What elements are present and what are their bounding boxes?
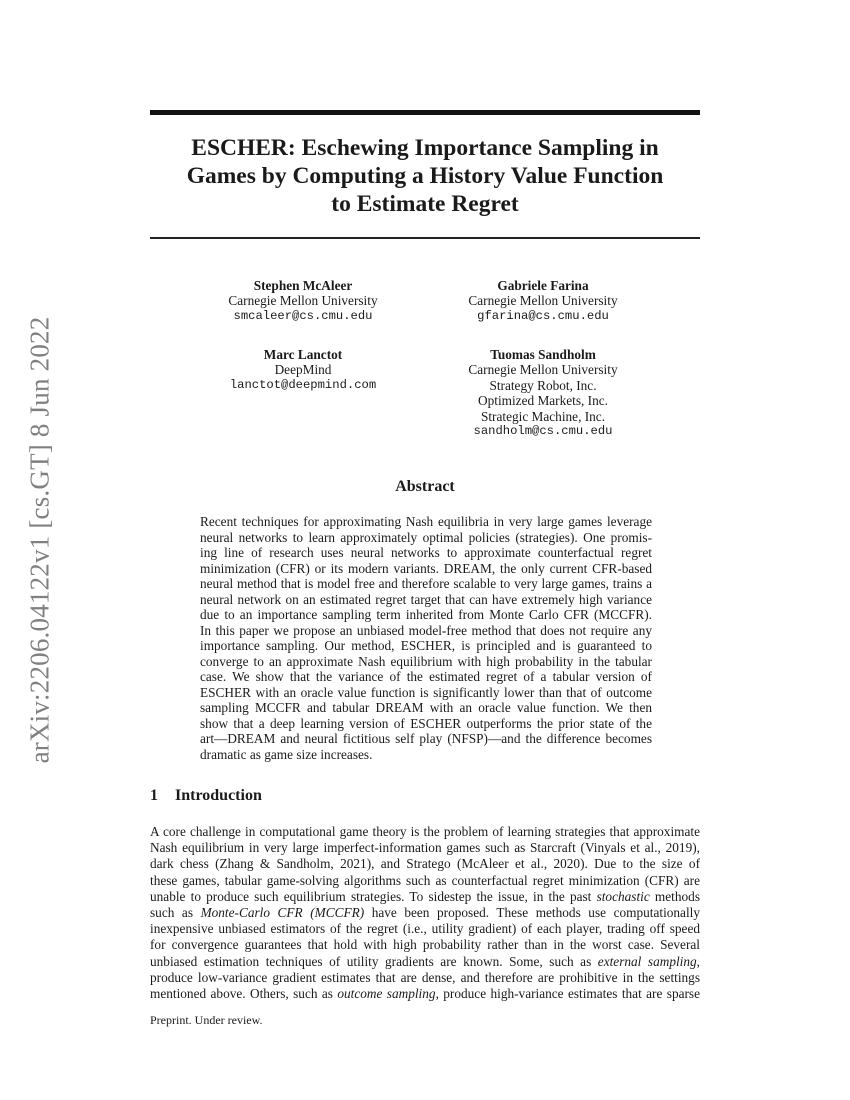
author-email: lanctot@deepmind.com (229, 377, 377, 392)
abstract-line: sampling MCCFR and tabular DREAM with an oracle value function. We then (200, 700, 652, 715)
section-title: Introduction (175, 787, 262, 804)
title-line: to Estimate Regret (331, 191, 519, 217)
section-number: 1 (150, 787, 158, 804)
title-top-rule (150, 110, 700, 115)
abstract-line: neural network on an estimated regret target that can have extremely high variance (200, 591, 652, 607)
text-run: for convergence guarantees that hold with high probability rather than in the worst case. Several (150, 937, 700, 953)
author-email: smcaleer@cs.cmu.edu (233, 308, 373, 323)
introduction-line (150, 986, 700, 1002)
abstract-line: case. We show that the variance of the estimated regret of a tabular version of (200, 669, 652, 684)
author-affiliation: Carnegie Mellon University (468, 293, 618, 309)
author-affiliation: Optimized Markets, Inc. (478, 393, 608, 409)
introduction-body (150, 824, 700, 1002)
author-name: Tuomas Sandholm (490, 347, 596, 362)
emphasized-text: outcome sampling (337, 986, 436, 1002)
introduction-line (150, 921, 700, 937)
introduction-line (150, 840, 700, 856)
abstract-line: minimization (CFR) or its modern variants. DREAM, the only current CFR-based (200, 560, 652, 576)
introduction-line (150, 889, 700, 905)
text-run: dark chess (Zhang & Sandholm, 2021), and Stratego (McAleer et al., 2020). Due to the size of (150, 856, 700, 872)
introduction-line (150, 954, 700, 970)
author-block-2 (423, 278, 663, 324)
text-run: , (696, 953, 700, 969)
abstract-line: art—DREAM and neural fictitious self play (NFSP)—and the difference becomes (200, 731, 652, 746)
author-affiliation: Carnegie Mellon University (468, 362, 618, 378)
author-block-4 (423, 347, 663, 439)
author-block-3 (183, 347, 423, 393)
author-affiliation: DeepMind (274, 362, 332, 378)
abstract-line: show that a deep learning version of ESCHER outperforms the prior state of the (200, 715, 652, 731)
author-block-1 (183, 278, 423, 324)
abstract-line: dramatic as game size increases. (200, 746, 373, 762)
author-name: Marc Lanctot (263, 347, 343, 362)
text-run: these games, tabular game-solving algorithms such as counterfactual regret minimization (CFR) are (150, 872, 700, 888)
text-run: mentioned above. Others, such as (150, 986, 338, 1002)
abstract-line: due to an importance sampling term inherited from Monte Carlo CFR (MCCFR). (200, 607, 652, 622)
text-run: methods (649, 888, 700, 904)
emphasized-text: Monte-Carlo CFR (MCCFR) (200, 905, 365, 921)
text-run: Nash equilibrium in very large imperfect-information games such as Starcraft (Vinyals et al., 2019), (150, 840, 700, 856)
introduction-line (150, 905, 700, 921)
introduction-line (150, 824, 700, 840)
abstract-line: neural method that is model free and therefore scalable to very large games, trains a (200, 576, 652, 591)
abstract-line: Recent techniques for approximating Nash equilibria in very large games leverage (200, 514, 652, 529)
abstract-line: importance sampling. Our method, ESCHER, is principled and is guaranteed to (200, 638, 652, 653)
author-email: gfarina@cs.cmu.edu (477, 308, 609, 323)
arxiv-identifier-stamp: arXiv:2206.04122v1 [cs.GT] 8 Jun 2022 (24, 316, 55, 764)
title-line: ESCHER: Eschewing Importance Sampling in (191, 135, 659, 161)
text-run: A core challenge in computational game theory is the problem of learning strategies that approximate (150, 824, 700, 839)
author-email: sandholm@cs.cmu.edu (473, 424, 613, 439)
text-run: unable to produce such equilibrium strategies. To sidestep the issue, in the past (150, 888, 597, 904)
author-affiliation: Strategic Machine, Inc. (480, 408, 606, 424)
abstract-line: ESCHER with an oracle value function is significantly lower than that of outcome (200, 684, 652, 700)
footer-note: Preprint. Under review. (150, 1013, 263, 1027)
title-line: Games by Computing a History Value Function (186, 163, 664, 189)
introduction-line (150, 873, 700, 889)
introduction-line (150, 856, 700, 872)
author-name: Gabriele Farina (497, 278, 589, 293)
introduction-line (150, 970, 700, 986)
text-run: , produce high-variance estimates that are sparse (435, 986, 700, 1002)
author-affiliation: Strategy Robot, Inc. (489, 377, 597, 393)
author-affiliation: Carnegie Mellon University (228, 293, 378, 309)
text-run: have been proposed. These methods use computationally (364, 905, 700, 921)
introduction-line (150, 937, 700, 953)
emphasized-text: external sampling (597, 953, 697, 969)
abstract-line: In this paper we propose an unbiased model-free method that does not require any (200, 622, 652, 638)
abstract-line: ing line of research uses neural networks to approximate counterfactual regret (200, 545, 652, 560)
abstract-line: neural networks to learn approximately optimal policies (strategies). One promis- (200, 529, 652, 545)
abstract-line: converge to an approximate Nash equilibrium with high probability in the tabular (200, 653, 652, 669)
section-heading-introduction (150, 787, 262, 805)
emphasized-text: stochastic (596, 888, 650, 904)
title-bottom-rule (150, 237, 700, 239)
text-run: unbiased estimation techniques of utility gradients are known. Some, such as (150, 953, 598, 969)
text-run: produce low-variance gradient estimates that are dense, and therefore are prohibitive in the settings (150, 969, 700, 985)
text-run: such as (150, 905, 201, 921)
text-run: inexpensive unbiased estimators of the regret (i.e., utility gradient) of each player, trading off speed (150, 921, 700, 937)
abstract-body (200, 514, 652, 762)
abstract-heading: Abstract (395, 478, 455, 495)
paper-title (150, 134, 700, 218)
author-name: Stephen McAleer (253, 278, 353, 293)
